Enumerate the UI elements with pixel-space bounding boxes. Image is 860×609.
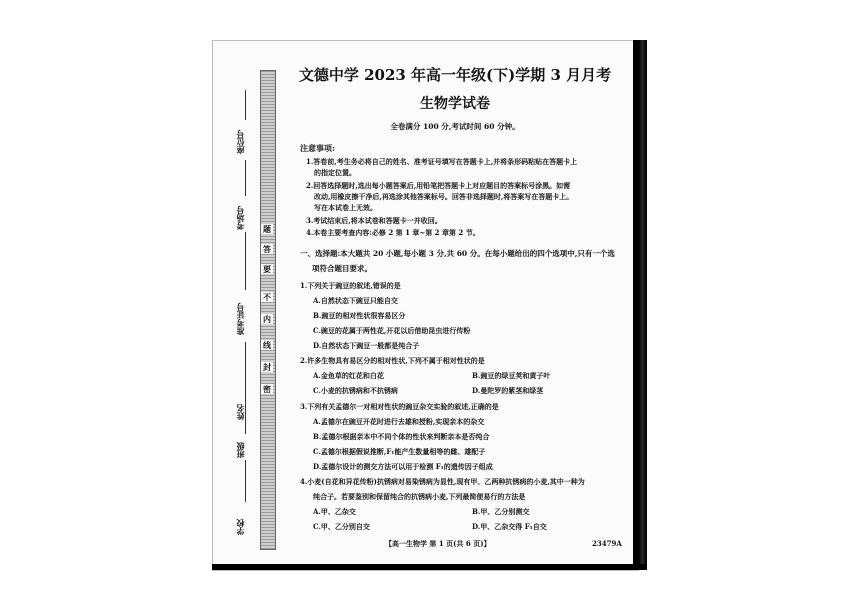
binding-field-school: 学校 — [235, 519, 245, 535]
question-1-option-b: B.豌豆的相对性状很容易区分 — [313, 311, 406, 320]
section-heading-cont: 项符合题目要求。 — [312, 264, 372, 273]
seal-char: 不 — [263, 292, 271, 302]
question-3-option-d: D.孟德尔设计的测交方法可以用于检测 F₁的遗传因子组成 — [313, 462, 493, 471]
question-4-option-c: C.甲、乙分别自交 — [313, 522, 370, 531]
notice-item: 2.回答选择题时,选出每小题答案后,用铅笔把答题卡上对应题目的答案标号涂黑。如需 — [306, 181, 571, 190]
scan-shadow-bottom — [212, 564, 647, 570]
seal-char: 答 — [263, 244, 271, 254]
exam-code: 23479A — [592, 539, 622, 548]
binding-line-school — [245, 460, 246, 502]
question-4-option-a: A.甲、乙杂交 — [313, 507, 356, 516]
question-2-stem: 2.许多生物具有易区分的相对性状,下列不属于相对性状的是 — [300, 356, 485, 365]
question-2-option-c: C.小麦的抗锈病和不抗锈病 — [313, 386, 398, 395]
section-heading: 一、选择题:本大题共 20 小题,每小题 3 分,共 60 分。在每小题给出的四个选项中,只有一个选 — [300, 249, 615, 258]
seal-line-strip — [260, 70, 276, 550]
seal-char: 题 — [263, 224, 271, 234]
question-1-stem: 1.下列关于豌豆的叙述,错误的是 — [300, 281, 401, 290]
question-3-stem: 3.下列有关孟德尔一对相对性状的豌豆杂交实验的叙述,正确的是 — [300, 402, 499, 411]
binding-line-room-number — [245, 160, 246, 196]
exam-title: 文德中学 2023 年高一年级(下)学期 3 月月考 — [298, 66, 612, 84]
question-2-option-b: B.豌豆的绿豆荚和黄子叶 — [472, 371, 551, 380]
seal-char: 线 — [263, 340, 271, 350]
notice-heading: 注意事项: — [300, 143, 335, 153]
question-2-option-d: D.曼陀罗的紫茎和绿茎 — [472, 386, 544, 395]
question-4-stem-cont: 纯合子。若要鉴别和保留纯合的抗锈病小麦,下列最简便易行的方法是 — [313, 492, 526, 501]
seal-char: 封 — [263, 362, 271, 372]
page-footer: 【高一生物学 第 1 页(共 6 页)】 — [385, 539, 491, 548]
question-4-option-b: B.甲、乙分别测交 — [472, 507, 530, 516]
binding-field-class: 班级 — [235, 442, 245, 458]
binding-line-name — [245, 342, 246, 388]
exam-subtitle: 生物学试卷 — [420, 96, 490, 112]
question-3-option-a: A.孟德尔在豌豆开花时进行去雄和授粉,实现亲本的杂交 — [313, 417, 485, 426]
question-3-option-c: C.孟德尔根据假说推断,F₁能产生数量相等的雌、雄配子 — [313, 447, 486, 456]
binding-field-seat-number: 座位号 — [235, 130, 245, 154]
binding-field-name: 姓名 — [235, 404, 245, 420]
binding-line-seat-number — [245, 90, 246, 120]
seal-char: 密 — [263, 384, 271, 394]
seal-char: 要 — [263, 264, 271, 274]
question-3-option-b: B.孟德尔根据亲本中不同个体的性状来判断亲本是否纯合 — [313, 432, 490, 441]
notice-item: 改动,用橡皮擦干净后,再选涂其他答案标号。回答非选择题时,将答案写在答题卡上。 — [314, 192, 574, 201]
notice-item: 的指定位置。 — [314, 168, 356, 177]
binding-line-exam-number — [245, 232, 246, 290]
seal-char: 内 — [263, 314, 271, 324]
notice-item: 写在本试卷上无效。 — [314, 203, 377, 212]
notice-item: 1.答卷前,考生务必将自己的姓名、准考证号填写在答题卡上,并将条形码粘贴在答题卡上 — [306, 157, 578, 166]
question-1-option-c: C.豌豆的花属于两性花,开花以后借助昆虫进行传粉 — [313, 326, 471, 335]
notice-item: 3.考试结束后,将本试卷和答题卡一并收回。 — [306, 216, 442, 225]
notice-item: 4.本卷主要考查内容:必修 2 第 1 章~第 2 章第 2 节。 — [306, 228, 480, 237]
question-1-option-a: A.自然状态下豌豆只能自交 — [313, 296, 398, 305]
question-4-stem: 4.小麦(自花和异花传粉)抗锈病对易染锈病为显性,现有甲、乙两种抗锈病的小麦,其中一种为 — [300, 477, 585, 486]
binding-field-exam-number: 准考证号 — [235, 303, 245, 335]
scan-shadow-right — [633, 40, 647, 569]
question-2-option-a: A.金鱼草的红花和白花 — [313, 371, 384, 380]
score-time-note: 全卷满分 100 分,考试时间 60 分钟。 — [390, 122, 520, 131]
binding-field-room-number: 考场号 — [235, 206, 245, 230]
question-4-option-d: D.甲、乙杂交得 F₁自交 — [472, 522, 547, 531]
question-1-option-d: D.自然状态下豌豆一般都是纯合子 — [313, 341, 420, 350]
